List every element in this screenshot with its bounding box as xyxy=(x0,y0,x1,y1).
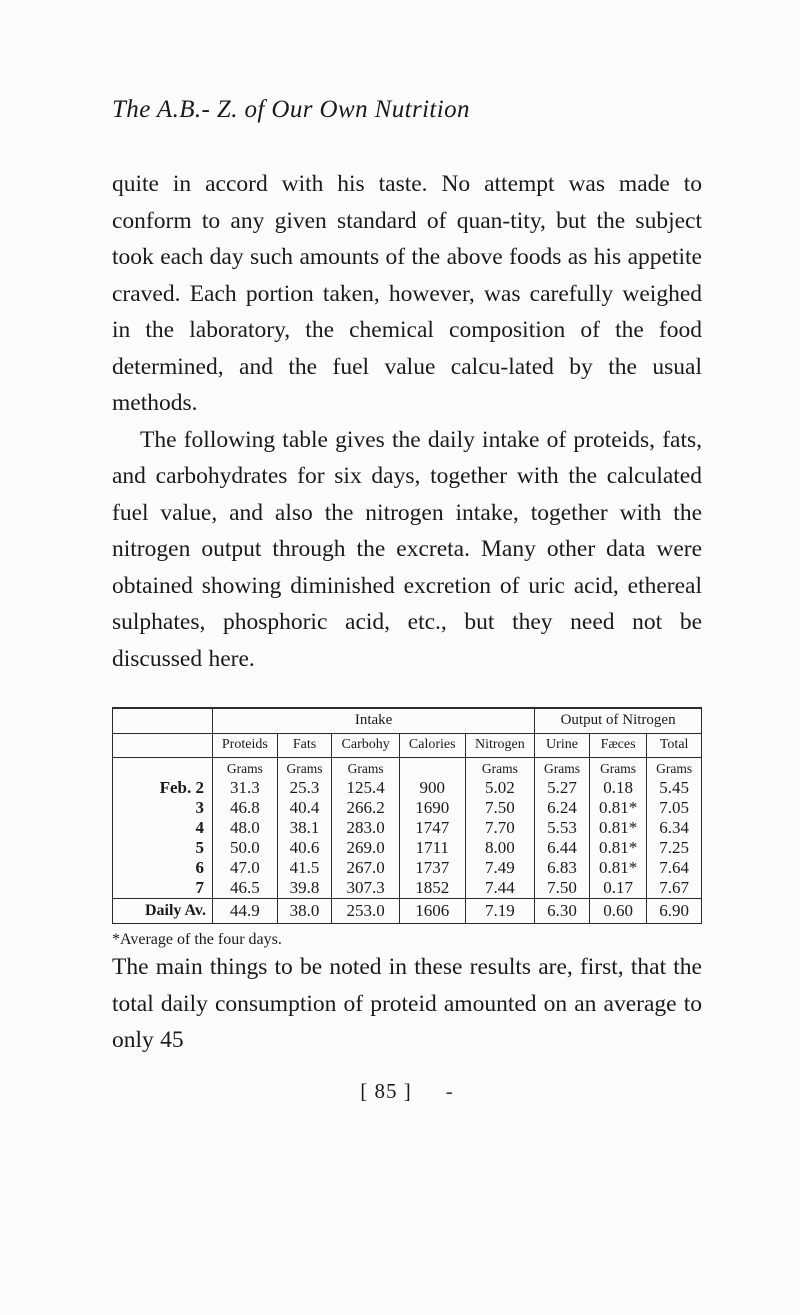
table-row xyxy=(113,778,702,798)
cell-calories: 1852 xyxy=(399,878,465,899)
cell-nitrogen: 8.00 xyxy=(465,838,535,858)
group-header-intake: Intake xyxy=(213,708,535,734)
average-calories: 1606 xyxy=(399,899,465,924)
cell-faeces: 0.17 xyxy=(589,878,647,899)
cell-calories: 1711 xyxy=(399,838,465,858)
col-header-urine: Urine xyxy=(535,734,590,758)
row-label: 3 xyxy=(113,798,213,818)
cell-nitrogen: 7.49 xyxy=(465,858,535,878)
cell-total: 7.64 xyxy=(647,858,702,878)
cell-fats: 41.5 xyxy=(277,858,332,878)
average-carbohy: 253.0 xyxy=(332,899,400,924)
page-content xyxy=(112,96,702,1104)
col-header-proteids: Proteids xyxy=(213,734,278,758)
table-row xyxy=(113,798,702,818)
col-header-faeces: Fæces xyxy=(589,734,647,758)
paragraph-1: quite in accord with his taste. No attempt was made to conform to any given standard of quan-tity, but the subject took each day such amounts of the above foods as his appetite craved. Each portion taken, however, was carefully weighed in the laboratory, the chemical composition of the food determined, and the fuel value calcu-lated by the usual methods. xyxy=(112,171,702,416)
cell-fats: 39.8 xyxy=(277,878,332,899)
cell-faeces: 0.81* xyxy=(589,818,647,838)
table-column-header-row xyxy=(113,734,702,758)
cell-urine: 6.24 xyxy=(535,798,590,818)
average-label: Daily Av. xyxy=(113,899,213,924)
bottom-rule-cell xyxy=(113,924,213,925)
row-label: 5 xyxy=(113,838,213,858)
cell-total: 7.05 xyxy=(647,798,702,818)
average-fats: 38.0 xyxy=(277,899,332,924)
cell-urine: 6.83 xyxy=(535,858,590,878)
table-row xyxy=(113,858,702,878)
table-row xyxy=(113,838,702,858)
cell-total: 6.34 xyxy=(647,818,702,838)
nutrition-table-wrapper xyxy=(112,707,702,949)
cell-proteids: 46.8 xyxy=(213,798,278,818)
table-bottom-rule-row xyxy=(113,924,702,925)
group-header-blank xyxy=(113,708,213,734)
cell-total: 5.45 xyxy=(647,778,702,798)
row-label: 6 xyxy=(113,858,213,878)
col-header-carbohy: Carbohy xyxy=(332,734,400,758)
running-head: The A.B.- Z. of Our Own Nutrition xyxy=(112,96,470,123)
row-label: 7 xyxy=(113,878,213,899)
bottom-rule xyxy=(213,924,702,925)
row-label: Feb. 2 xyxy=(113,778,213,798)
cell-carbohy: 307.3 xyxy=(332,878,400,899)
units-calories xyxy=(399,758,465,779)
cell-proteids: 46.5 xyxy=(213,878,278,899)
paragraph-3: The main things to be noted in these results are, first, that the total daily consumption of proteid amounted on an average to only 45 xyxy=(112,954,702,1053)
units-faeces: Grams xyxy=(589,758,647,779)
average-nitrogen: 7.19 xyxy=(465,899,535,924)
table-row xyxy=(113,878,702,899)
average-faeces: 0.60 xyxy=(589,899,647,924)
units-blank xyxy=(113,758,213,779)
cell-carbohy: 283.0 xyxy=(332,818,400,838)
cell-carbohy: 266.2 xyxy=(332,798,400,818)
nutrition-table xyxy=(112,707,702,924)
cell-calories: 1747 xyxy=(399,818,465,838)
average-total: 6.90 xyxy=(647,899,702,924)
cell-calories: 900 xyxy=(399,778,465,798)
cell-fats: 25.3 xyxy=(277,778,332,798)
group-header-output: Output of Nitrogen xyxy=(535,708,702,734)
col-header-total: Total xyxy=(647,734,702,758)
units-total: Grams xyxy=(647,758,702,779)
units-urine: Grams xyxy=(535,758,590,779)
page-folio xyxy=(112,1079,702,1104)
units-fats: Grams xyxy=(277,758,332,779)
cell-carbohy: 125.4 xyxy=(332,778,400,798)
table-average-row xyxy=(113,899,702,924)
table-units-row xyxy=(113,758,702,779)
table-footnote: *Average of the four days. xyxy=(112,931,282,948)
cell-proteids: 31.3 xyxy=(213,778,278,798)
cell-faeces: 0.18 xyxy=(589,778,647,798)
table-group-header-row xyxy=(113,708,702,734)
cell-carbohy: 269.0 xyxy=(332,838,400,858)
units-carbohy: Grams xyxy=(332,758,400,779)
cell-faeces: 0.81* xyxy=(589,838,647,858)
folio-dash: - xyxy=(445,1078,454,1103)
cell-total: 7.25 xyxy=(647,838,702,858)
col-header-date xyxy=(113,734,213,758)
cell-nitrogen: 7.44 xyxy=(465,878,535,899)
col-header-fats: Fats xyxy=(277,734,332,758)
paragraph-2: The following table gives the daily intake of proteids, fats, and carbohydrates for six days, together with the calculated fuel value, and also the nitrogen intake, together with the nitrogen output through the excreta. Many other data were obtained showing diminished excretion of uric acid, ethereal sulphates, phosphoric acid, etc., but they need not be discussed here. xyxy=(112,426,702,672)
cell-urine: 6.44 xyxy=(535,838,590,858)
cell-urine: 7.50 xyxy=(535,878,590,899)
cell-proteids: 50.0 xyxy=(213,838,278,858)
units-proteids: Grams xyxy=(213,758,278,779)
average-proteids: 44.9 xyxy=(213,899,278,924)
units-nitrogen: Grams xyxy=(465,758,535,779)
cell-fats: 38.1 xyxy=(277,818,332,838)
cell-urine: 5.53 xyxy=(535,818,590,838)
folio-number: [ 85 ] xyxy=(360,1078,412,1103)
row-label: 4 xyxy=(113,818,213,838)
cell-urine: 5.27 xyxy=(535,778,590,798)
average-urine: 6.30 xyxy=(535,899,590,924)
cell-proteids: 47.0 xyxy=(213,858,278,878)
col-header-calories: Calories xyxy=(399,734,465,758)
cell-fats: 40.4 xyxy=(277,798,332,818)
cell-fats: 40.6 xyxy=(277,838,332,858)
cell-nitrogen: 7.50 xyxy=(465,798,535,818)
cell-carbohy: 267.0 xyxy=(332,858,400,878)
cell-faeces: 0.81* xyxy=(589,858,647,878)
cell-calories: 1690 xyxy=(399,798,465,818)
cell-calories: 1737 xyxy=(399,858,465,878)
col-header-nitrogen: Nitrogen xyxy=(465,734,535,758)
cell-nitrogen: 5.02 xyxy=(465,778,535,798)
cell-total: 7.67 xyxy=(647,878,702,899)
cell-nitrogen: 7.70 xyxy=(465,818,535,838)
cell-proteids: 48.0 xyxy=(213,818,278,838)
cell-faeces: 0.81* xyxy=(589,798,647,818)
table-row xyxy=(113,818,702,838)
